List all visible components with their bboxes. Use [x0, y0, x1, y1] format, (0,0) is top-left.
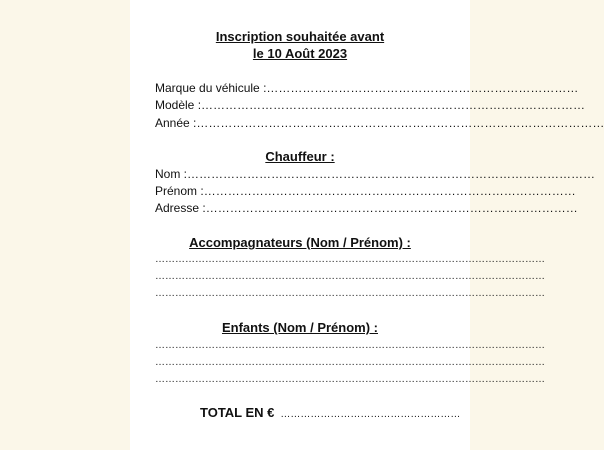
companions-line-1[interactable]: ………………………………………………………………………………………………………: [155, 254, 545, 265]
driver-first-name-dots: …………………………………………………………………………………: [203, 184, 576, 198]
vehicle-brand-label: Marque du véhicule :: [155, 81, 267, 95]
children-line-3[interactable]: ………………………………………………………………………………………………………: [155, 374, 545, 385]
driver-first-name-field[interactable]: [155, 184, 576, 198]
total-row: [200, 405, 460, 423]
children-line-1[interactable]: ………………………………………………………………………………………………………: [155, 340, 545, 351]
deadline-line-1: Inscription souhaitée avant: [215, 29, 385, 44]
vehicle-model-dots: ……………………………………………………………………………………: [201, 98, 586, 112]
vehicle-model-label: Modèle :: [155, 98, 202, 112]
vehicle-year-field[interactable]: [155, 116, 604, 130]
vehicle-brand-field[interactable]: [155, 81, 579, 95]
driver-address-field[interactable]: [155, 201, 578, 215]
driver-last-name-field[interactable]: [155, 167, 596, 181]
total-amount-field[interactable]: ………………………………………………: [280, 409, 461, 420]
driver-first-name-label: Prénom :: [155, 184, 204, 198]
total-label: TOTAL EN €: [200, 405, 275, 420]
companions-section-title: Accompagnateurs (Nom / Prénom) :: [189, 235, 411, 250]
companions-line-2[interactable]: ………………………………………………………………………………………………………: [155, 271, 545, 282]
children-line-2[interactable]: ………………………………………………………………………………………………………: [155, 357, 545, 368]
driver-address-dots: …………………………………………………………………………………: [205, 201, 578, 215]
children-section-title: Enfants (Nom / Prénom) :: [221, 320, 378, 335]
companions-line-3[interactable]: ………………………………………………………………………………………………………: [155, 288, 545, 299]
driver-address-label: Adresse :: [155, 201, 206, 215]
deadline-line-2: le 10 Août 2023: [252, 46, 348, 61]
vehicle-brand-dots: ……………………………………………………………………: [266, 81, 579, 95]
driver-last-name-label: Nom :: [155, 167, 188, 181]
driver-last-name-dots: …………………………………………………………………………………………: [187, 167, 596, 181]
registration-form: [130, 0, 604, 450]
vehicle-year-label: Année :: [155, 116, 197, 130]
vehicle-year-dots: …………………………………………………………………………………………: [196, 116, 604, 130]
driver-section-title: Chauffeur :: [265, 149, 335, 164]
vehicle-model-field[interactable]: [155, 98, 586, 112]
